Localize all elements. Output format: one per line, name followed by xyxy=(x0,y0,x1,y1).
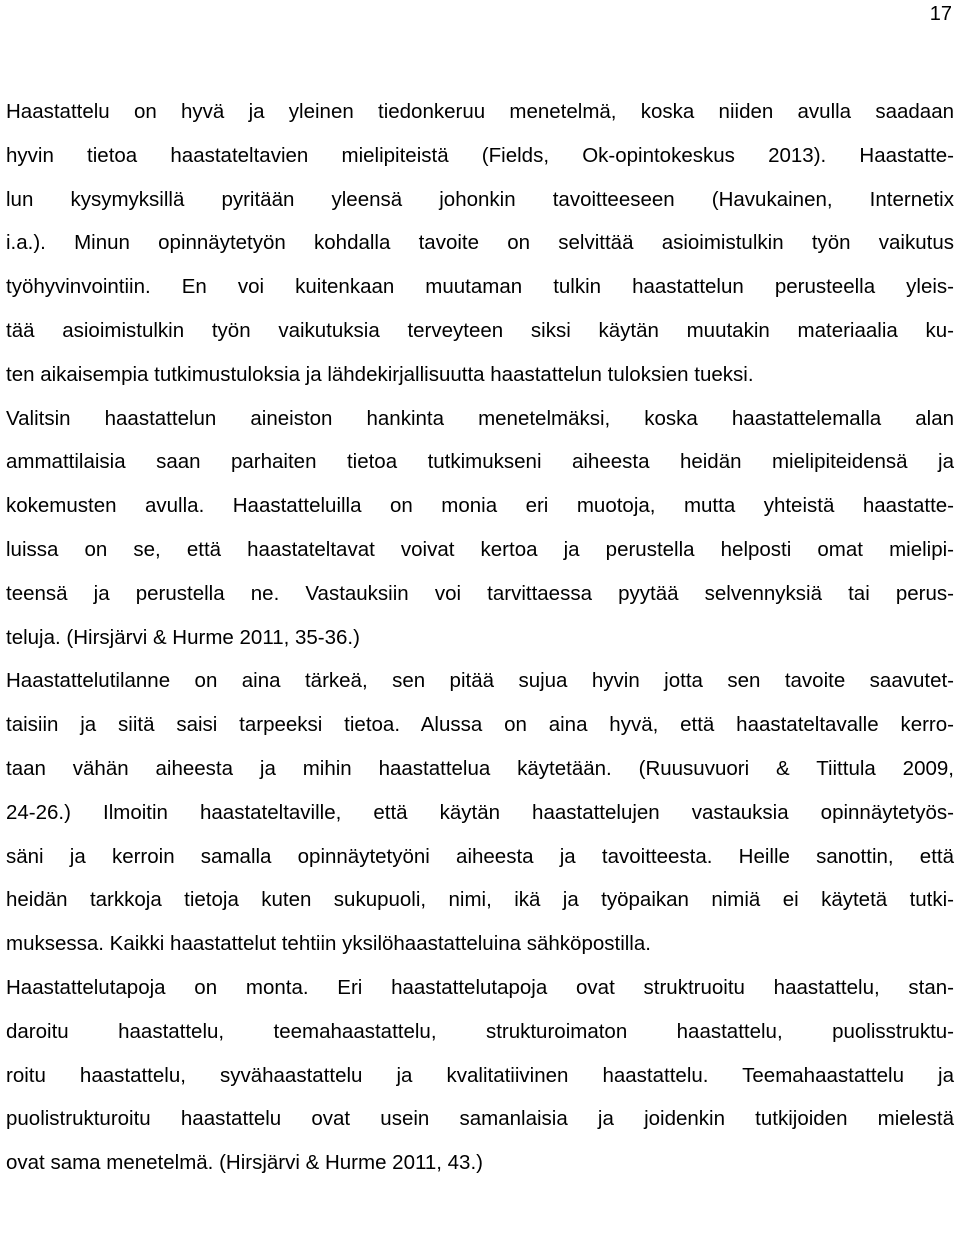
text-line: Haastattelu on hyvä ja yleinen tiedonkeruu menetelmä, koska niiden avulla saadaan xyxy=(6,100,954,123)
text-line: työhyvinvointiin. En voi kuitenkaan muutaman tulkin haastattelun perusteella yleis- xyxy=(6,275,954,299)
text-line: heidän tarkkoja tietoja kuten sukupuoli, nimi, ikä ja työpaikan nimiä ei käytetä tutki- xyxy=(6,888,954,912)
text-line: taan vähän aiheesta ja mihin haastattelua käytetään. (Ruusuvuori & Tiittula 2009, xyxy=(6,756,954,780)
text-line: ten aikaisempia tutkimustuloksia ja lähdekirjallisuutta haastattelun tuloksien tueksi. xyxy=(6,362,754,386)
paragraph-3 xyxy=(6,659,954,966)
text-line: teensä ja perustella ne. Vastauksiin voi tarvittaessa pyytää selvennyksiä tai perus- xyxy=(6,581,954,605)
paragraph-2 xyxy=(6,397,954,660)
text-line: 24-26.) Ilmoitin haastateltaville, että käytän haastattelujen vastauksia opinnäytetyös- xyxy=(6,800,954,824)
text-line: puolistrukturoitu haastattelu ovat usein samanlaisia ja joidenkin tutkijoiden mielestä xyxy=(6,1107,954,1131)
paragraph-4 xyxy=(6,966,954,1185)
text-line: luissa on se, että haastateltavat voivat kertoa ja perustella helposti omat mielipi- xyxy=(6,537,954,561)
text-line: daroitu haastattelu, teemahaastattelu, strukturoimaton haastattelu, puolisstruktu- xyxy=(6,1019,954,1043)
text-line: hyvin tietoa haastateltavien mielipiteistä (Fields, Ok-opintokeskus 2013). Haastatte- xyxy=(6,143,954,167)
text-line: tää asioimistulkin työn vaikutuksia terveyteen siksi käytän muutakin materiaalia ku- xyxy=(6,318,954,342)
text-line: ovat sama menetelmä. (Hirsjärvi & Hurme 2011, 43.) xyxy=(6,1151,483,1175)
paragraph-1 xyxy=(6,90,954,397)
text-line: roitu haastattelu, syvähaastattelu ja kvalitatiivinen haastattelu. Teemahaastattelu ja xyxy=(6,1063,954,1087)
text-line: lun kysymyksillä pyritään yleensä johonkin tavoitteeseen (Havukainen, Internetix xyxy=(6,187,954,211)
text-line: säni ja kerroin samalla opinnäytetyöni aiheesta ja tavoitteesta. Heille sanottin, että xyxy=(6,844,954,868)
text-line: ammattilaisia saan parhaiten tietoa tutkimukseni aiheesta heidän mielipiteidensä ja xyxy=(6,450,954,474)
text-line: muksessa. Kaikki haastattelut tehtiin yksilöhaastatteluina sähköpostilla. xyxy=(6,932,651,956)
text-line: teluja. (Hirsjärvi & Hurme 2011, 35-36.) xyxy=(6,625,360,649)
text-line: Haastattelutapoja on monta. Eri haastattelutapoja ovat struktruoitu haastattelu, stan- xyxy=(6,975,954,999)
page-number: 17 xyxy=(929,3,952,25)
text-line: kokemusten avulla. Haastatteluilla on monia eri muotoja, mutta yhteistä haastatte- xyxy=(6,494,954,518)
text-line: Valitsin haastattelun aineiston hankinta menetelmäksi, koska haastattelemalla alan xyxy=(6,406,954,430)
body-text xyxy=(6,90,954,1185)
text-line: Haastattelutilanne on aina tärkeä, sen pitää sujua hyvin jotta sen tavoite saavutet- xyxy=(6,669,954,693)
text-line: taisiin ja siitä saisi tarpeeksi tietoa. Alussa on aina hyvä, että haastateltavalle kerro- xyxy=(6,713,954,737)
text-line: i.a.). Minun opinnäytetyön kohdalla tavoite on selvittää asioimistulkin työn vaikutus xyxy=(6,231,954,255)
